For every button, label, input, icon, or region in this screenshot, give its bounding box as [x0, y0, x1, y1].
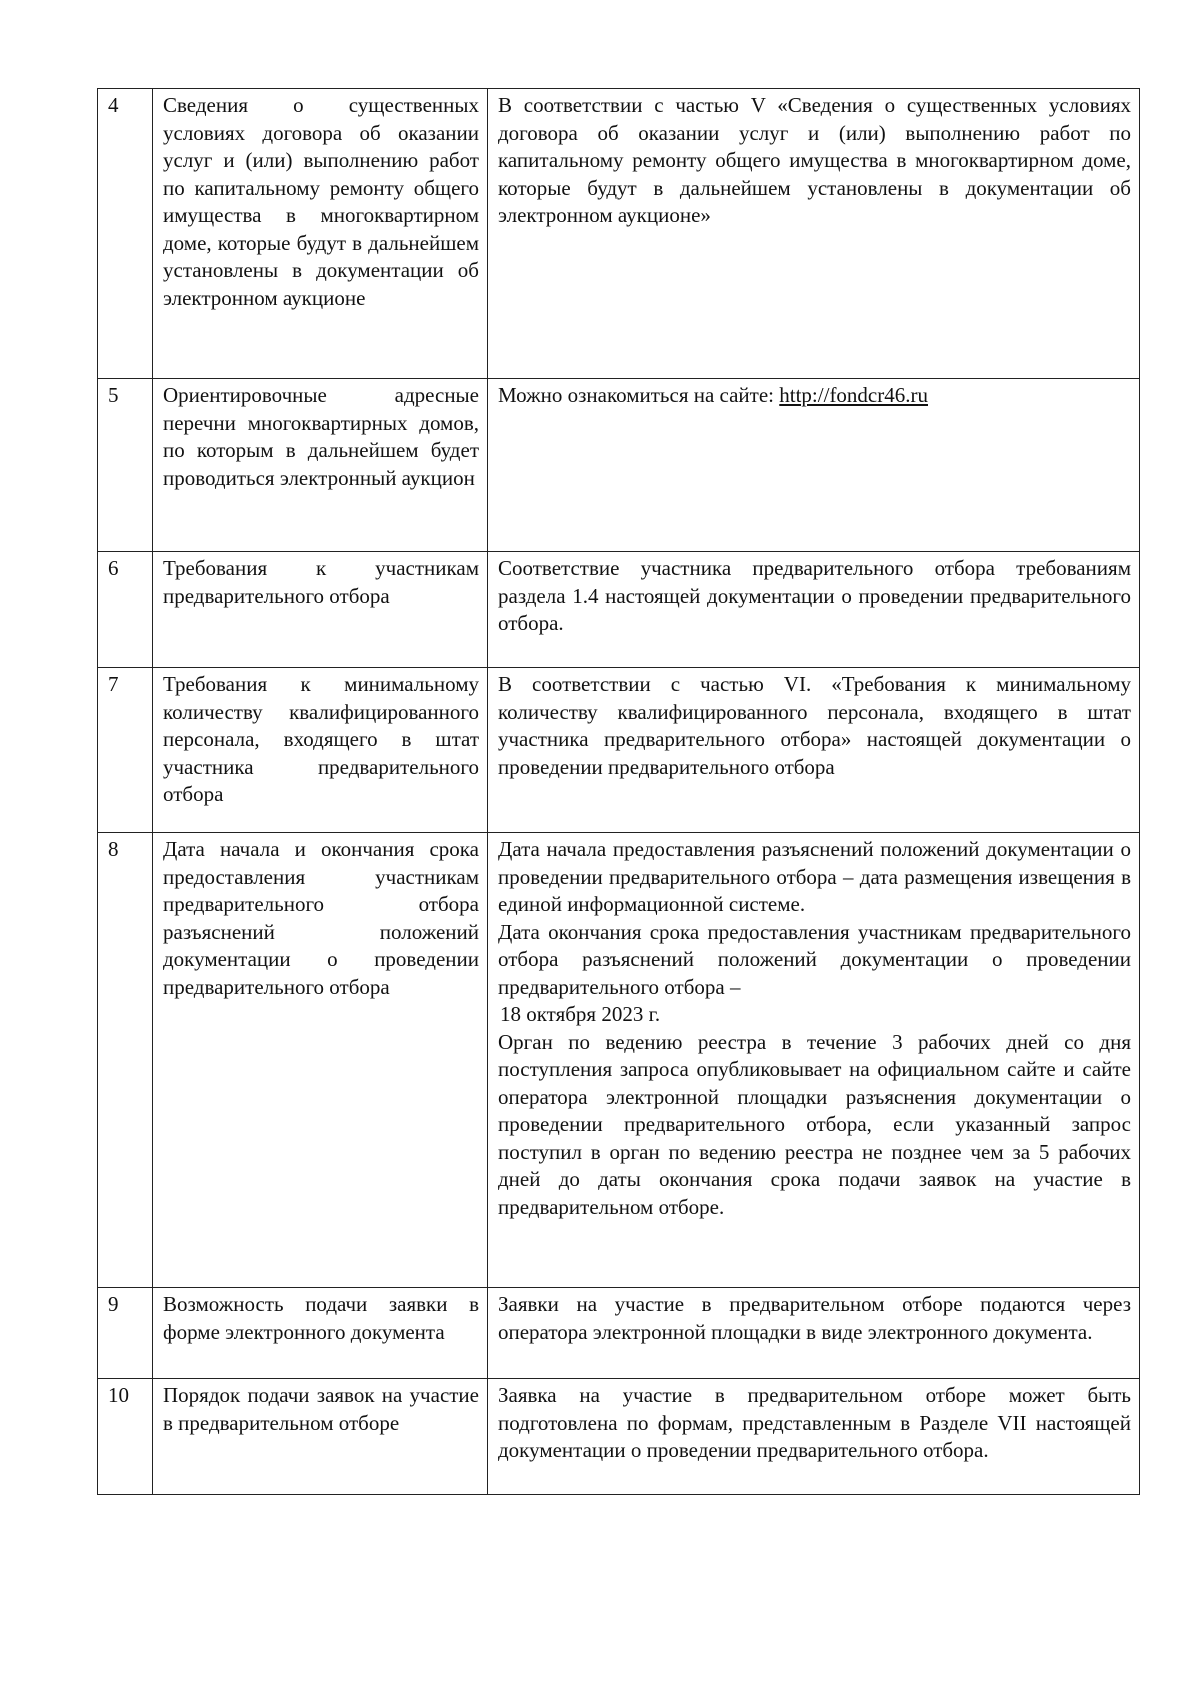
row-number: 7 — [98, 668, 153, 833]
table-row — [98, 552, 1140, 668]
row-value: Соответствие участника предварительного отбора требованиям раздела 1.4 настоящей документации о проведении предварительного отбора. — [488, 552, 1140, 668]
fondcr46-link[interactable]: http://fondcr46.ru — [779, 383, 928, 407]
row-number: 4 — [98, 89, 153, 379]
procurement-info-table — [97, 88, 1140, 1495]
row-value-paragraph: Дата окончания срока предоставления участникам предварительного отбора разъяснений положений документации о проведении предварительного отбора – — [498, 919, 1131, 999]
row-number: 10 — [98, 1379, 153, 1495]
row-value-paragraph: Дата начала предоставления разъяснений положений документации о проведении предварительного отбора – дата размещения извещения в единой информационной системе. — [498, 837, 1131, 916]
table-row — [98, 1288, 1140, 1379]
row-number: 5 — [98, 379, 153, 552]
row-value: Заявки на участие в предварительном отборе подаются через оператора электронной площадки в виде электронного документа. — [488, 1288, 1140, 1379]
row-label: Порядок подачи заявок на участие в предварительном отборе — [153, 1379, 488, 1495]
row-label: Ориентировочные адресные перечни многоквартирных домов, по которым в дальнейшем будет проводиться электронный аукцион — [153, 379, 488, 552]
row-value — [488, 379, 1140, 552]
row-label: Сведения о существенных условиях договора об оказании услуг и (или) выполнению работ по капитальному ремонту общего имущества в многоквартирном доме, которые будут в дальнейшем установлены в документации об электронном аукционе — [153, 89, 488, 379]
row-label: Возможность подачи заявки в форме электронного документа — [153, 1288, 488, 1379]
deadline-date: 18 октября 2023 г. — [500, 1002, 661, 1026]
row-number: 8 — [98, 833, 153, 1288]
table-row — [98, 833, 1140, 1288]
row-label: Требования к участникам предварительного отбора — [153, 552, 488, 668]
row-value: В соответствии с частью V «Сведения о существенных условиях договора об оказании услуг и (или) выполнению работ по капитальному ремонту общего имущества в многоквартирном доме, которые будут в дальнейшем установлены в документации об электронном аукционе» — [488, 89, 1140, 379]
table-row — [98, 668, 1140, 833]
row-value — [488, 833, 1140, 1288]
row-value-text: Можно ознакомиться на сайте: — [498, 383, 780, 407]
row-number: 6 — [98, 552, 153, 668]
row-value-paragraph: Орган по ведению реестра в течение 3 рабочих дней со дня поступления запроса опубликовывает на официальном сайте и сайте оператора электронной площадки разъяснения документации о проведении предварительного отбора, если указанный запрос поступил в орган по ведению реестра не позднее чем за 5 рабочих дней до даты окончания срока подачи заявок на участие в предварительном отборе. — [498, 1029, 1131, 1219]
table-row — [98, 1379, 1140, 1495]
row-value: В соответствии с частью VI. «Требования к минимальному количеству квалифицированного персонала, входящего в штат участника предварительного отбора» настоящей документации о проведении предварительного отбора — [488, 668, 1140, 833]
row-value: Заявка на участие в предварительном отборе может быть подготовлена по формам, представленным в Разделе VII настоящей документации о проведении предварительного отбора. — [488, 1379, 1140, 1495]
table-row — [98, 89, 1140, 379]
row-label: Дата начала и окончания срока предоставления участникам предварительного отбора разъяснений положений документации о проведении предварительного отбора — [153, 833, 488, 1288]
row-number: 9 — [98, 1288, 153, 1379]
table-row — [98, 379, 1140, 552]
row-label: Требования к минимальному количеству квалифицированного персонала, входящего в штат участника предварительного отбора — [153, 668, 488, 833]
